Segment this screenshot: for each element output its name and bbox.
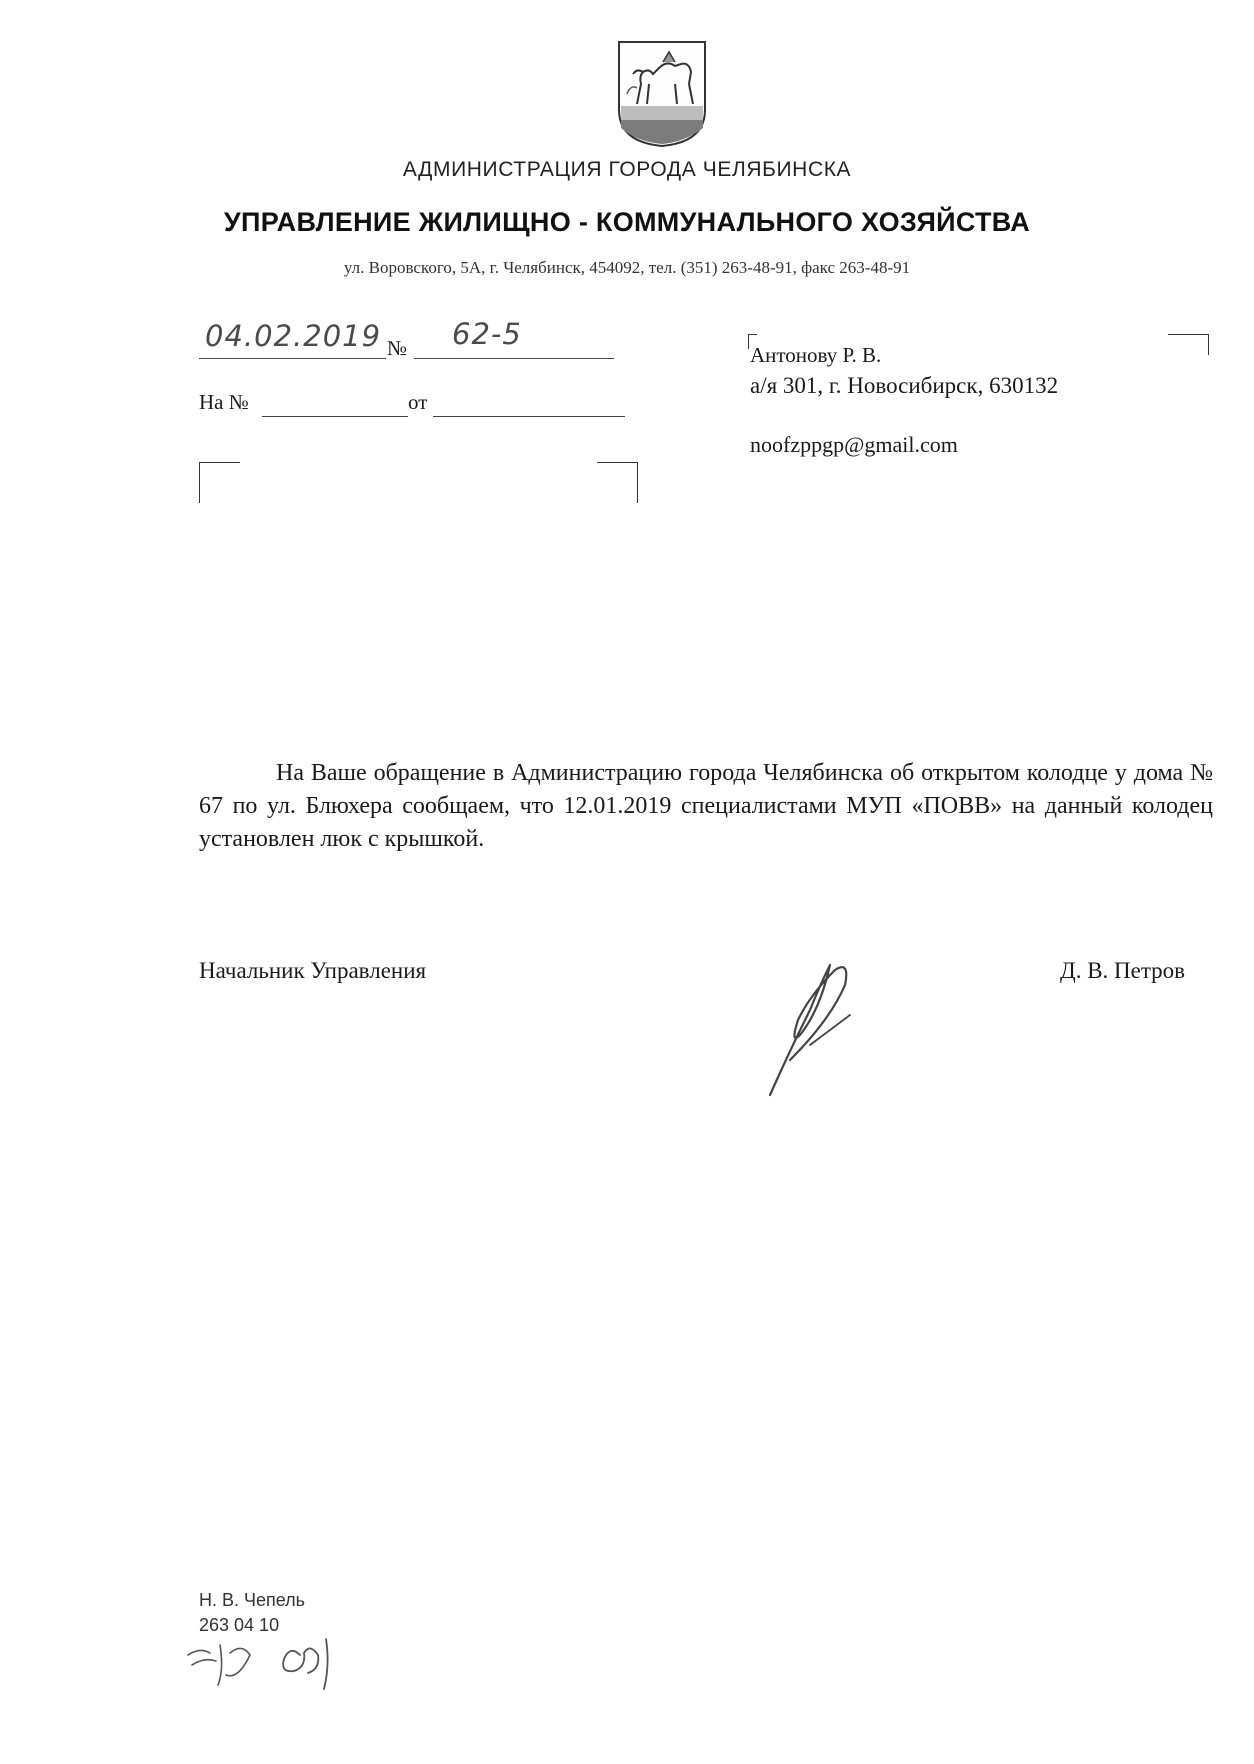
reply-from-label: от [408, 390, 428, 414]
number-underline [414, 358, 614, 359]
recipient-name: Антонову Р. В. [750, 343, 882, 367]
number-sign: № [387, 336, 408, 360]
recipient-address: а/я 301, г. Новосибирск, 630132 [750, 373, 1059, 398]
outgoing-date: 04.02.2019 [205, 319, 382, 353]
recipient-corner-right [1168, 334, 1209, 355]
executor-phone: 263 04 10 [199, 1615, 280, 1635]
handwritten-initials [180, 1625, 380, 1695]
letter-body: На Ваше обращение в Администрацию города Челябинска об открытом колодце у дома № 67 по ул. Блюхера сообщаем, что 12.01.2019 специалистами МУП «ПОВВ» на данный колодец установлен люк с крышкой. [199, 760, 1213, 852]
signer-title: Начальник Управления [199, 958, 427, 983]
date-underline [199, 358, 386, 359]
department-title: УПРАВЛЕНИЕ ЖИЛИЩНО - КОММУНАЛЬНОГО ХОЗЯЙСТВА [223, 207, 1031, 237]
reply-date-line [433, 416, 625, 417]
corner-bracket-left [199, 462, 240, 503]
reply-number-line [262, 416, 408, 417]
department-address: ул. Воровского, 5А, г. Челябинск, 454092, тел. (351) 263-48-91, факс 263-48-91 [343, 258, 911, 277]
admin-title: АДМИНИСТРАЦИЯ ГОРОДА ЧЕЛЯБИНСКА [402, 158, 852, 181]
signer-name: Д. В. Петров [1060, 958, 1186, 983]
executor-name: Н. В. Чепель [199, 1590, 306, 1610]
recipient-email: noofzppgp@gmail.com [750, 432, 958, 457]
corner-bracket-right [597, 462, 638, 503]
outgoing-number: 62-5 [452, 317, 522, 351]
coat-of-arms-icon [615, 38, 709, 148]
reply-number-label: На № [199, 390, 249, 414]
handwritten-signature [750, 940, 880, 1100]
